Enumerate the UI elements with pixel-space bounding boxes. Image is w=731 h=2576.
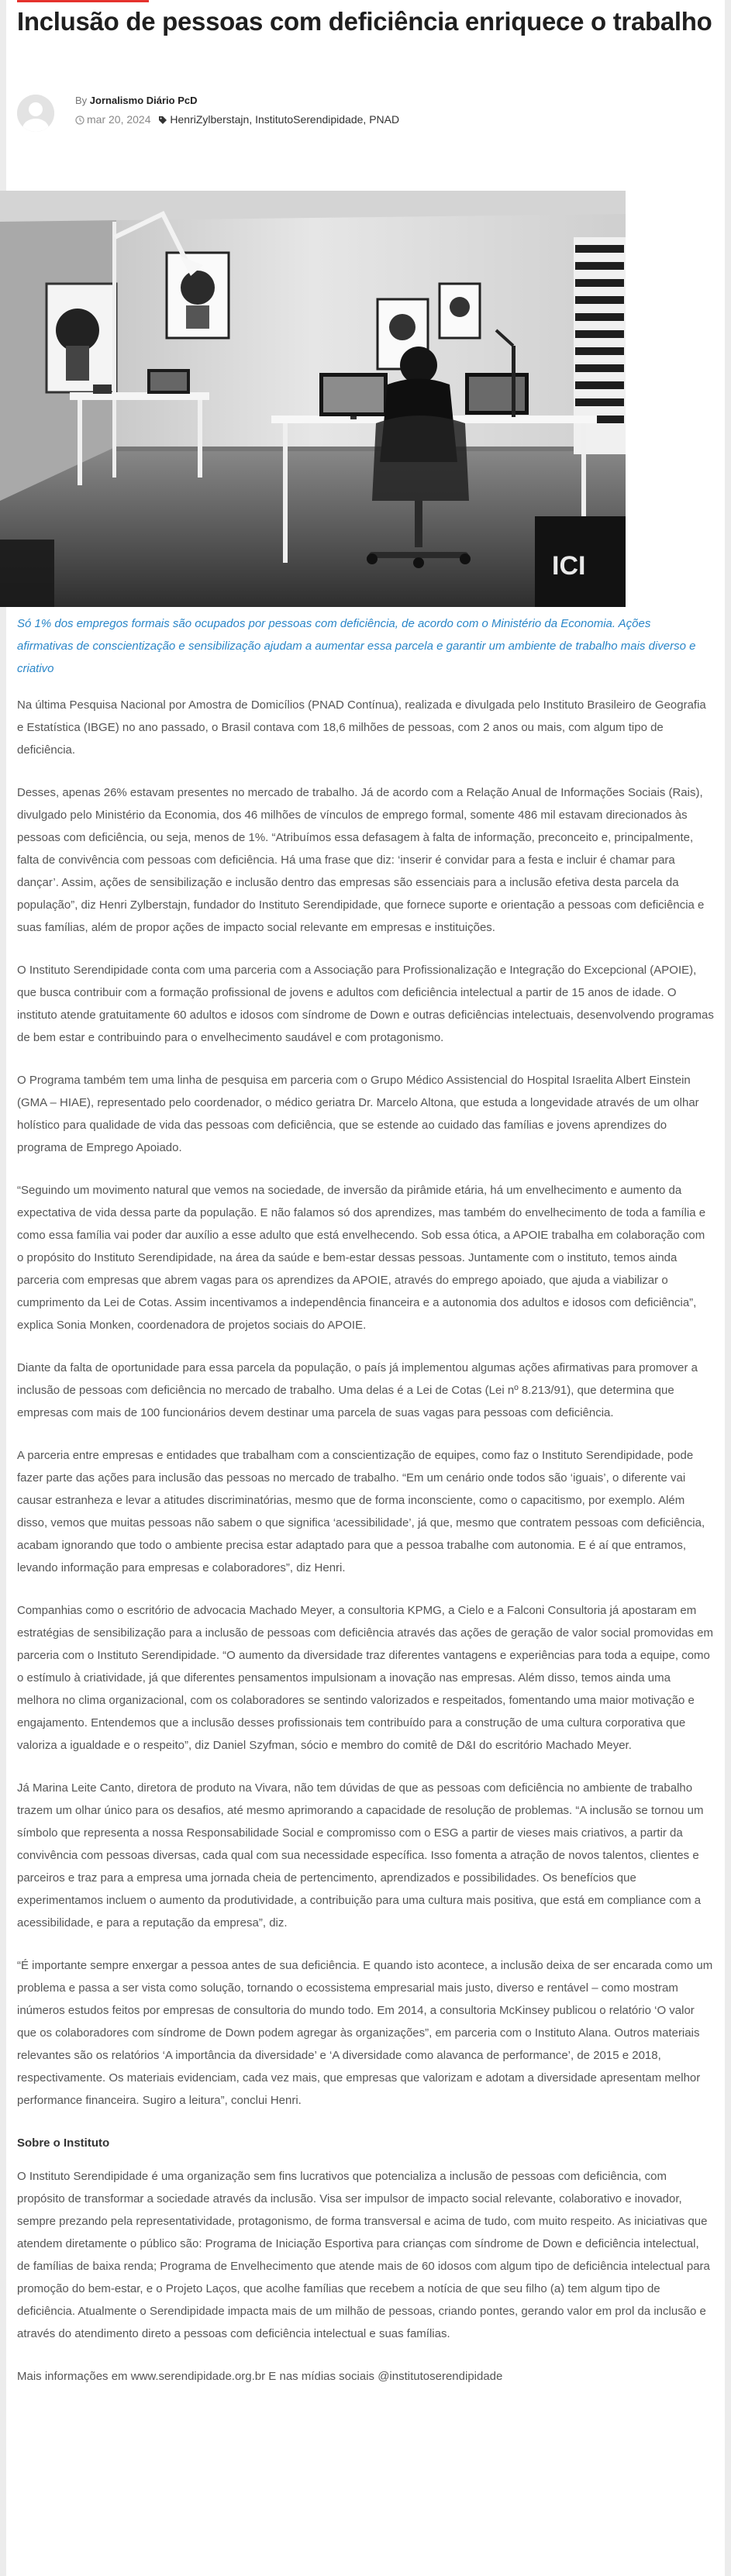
- post-meta: [75, 113, 399, 127]
- svg-text:ICI: ICI: [552, 551, 586, 581]
- post-tags[interactable]: HenriZylberstajn, InstitutoSerendipidade, PNAD: [170, 113, 400, 126]
- author-byline: [75, 95, 198, 106]
- office-illustration: [0, 191, 626, 607]
- author-prefix: By: [75, 95, 88, 106]
- top-accent-bar: [17, 0, 149, 2]
- tag-icon: [158, 115, 167, 127]
- body-paragraph: O Instituto Serendipidade conta com uma parceria com a Associação para Profissionalização e Integração do Excepcional (APOIE), que busca contribuir com a formação profissional de jovens e adultos com deficiência intelectual a partir de 15 anos de idade. O instituto atende gratuitamente 60 adultos e idosos com síndrome de Down e outras deficiências intelectuais, desenvolvendo programas de bem estar e contribuindo para o envelhecimento saudável e com protagonismo.: [17, 964, 714, 1044]
- body-paragraph: A parceria entre empresas e entidades que trabalham com a conscientização de equipes, como faz o Instituto Serendipidade, pode fazer parte das ações para inclusão das pessoas no mercado de trabalho. “Em um cenário onde todos são ‘iguais’, o diferente vai causar estranheza e levar a atitudes discriminatórias, mesmo que de forma inconsciente, como o capacitismo, por exemplo. Além disso, vemos que muitas pessoas não sabem o que significa ‘acessibilidade’, já que, mesmo que contratem pessoas com deficiência, acabam ignorando que todo o ambiente precisa estar adaptado para que a pessoa trabalhe com autonomia. E é aí que entramos, levando informação para empresas e colaboradores”, diz Henri.: [17, 1449, 705, 1574]
- avatar-icon: [17, 95, 54, 132]
- body-paragraph: “Seguindo um movimento natural que vemos na sociedade, de inversão da pirâmide etária, há um envelhecimento e aumento da expectativa de vida dessa parte da população. E não falamos só dos aprendizes, mas também do envelhecimento de toda a família e como essa família vai poder dar auxílio a esse adulto que está envelhecendo. Sob essa ótica, a APOIE trabalha em colaboração com o propósito do Instituto Serendipidade, na área da saúde e bem-estar dessas pessoas. Juntamente com o instituto, temos ainda parceria com empresas que abrem vagas para os aprendizes da APOIE, através do emprego apoiado, que ajuda a viabilizar o cumprimento da Lei de Cotas. Assim incentivamos a independência financeira e a autonomia dos adultos e idosos com deficiência”, explica Sonia Monken, coordenadora de projetos sociais do APOIE.: [17, 1184, 706, 1332]
- body-paragraph: Já Marina Leite Canto, diretora de produto na Vivara, não tem dúvidas de que as pessoas com deficiência no ambiente de trabalho trazem um olhar único para os desafios, até mesmo aprimorando a capacidade de resolução de problemas. “A inclusão se tornou um símbolo que representa a nossa Responsabilidade Social e compromisso com o ESG a partir de vieses mais criativos, a partir da convivência com pessoas diversas, cada qual com sua necessidade específica. Isso fomenta a atração de novos talentos, clientes e parceiros e traz para a empresa uma jornada cheia de pertencimento, aprendizados e possibilidades. Os benefícios que experimentamos incluem o aumento da produtividade, a contribuição para uma cultura mais positiva, que está em compliance com a acessibilidade, e para a reputação da empresa”, diz.: [17, 1781, 704, 1929]
- hero-image: [0, 191, 626, 607]
- article-title: Inclusão de pessoas com deficiência enriquece o trabalho: [17, 7, 712, 36]
- more-info-paragraph: Mais informações em www.serendipidade.org.br E nas mídias sociais @institutoserendipidade: [17, 2370, 503, 2383]
- post-date: mar 20, 2024: [87, 113, 151, 126]
- body-paragraph: “É importante sempre enxergar a pessoa antes de sua deficiência. E quando isto acontece, a inclusão deixa de ser encarada como um problema e passa a ser vista como solução, tornando o ecossistema empresarial mais justo, diverso e rentável – como mostram inúmeros estudos feitos por empresas de consultoria do mundo todo. Em 2014, a consultoria McKinsey publicou o relatório ‘O valor que os colaboradores com síndrome de Down podem agregar às organizações”, em parceria com o Instituto Alana. Outros materiais relevantes são os relatórios ‘A importância da diversidade’ e ‘A diversidade como alavanca de performance’, de 2015 e 2018, respectivamente. Os materiais evidenciam, cada vez mais, que empresas que valorizam e adotam a diversidade apresentam melhor performance financeira. Sugiro a leitura”, conclui Henri.: [17, 1959, 713, 2107]
- author-avatar[interactable]: [17, 95, 54, 132]
- body-paragraph: Diante da falta de oportunidade para essa parcela da população, o país já implementou algumas ações afirmativas para promover a inclusão de pessoas com deficiência no mercado de trabalho. Uma delas é a Lei de Cotas (Lei nº 8.213/91), que determina que empresas com mais de 100 funcionários devem destinar uma parcela de suas vagas para pessoas com deficiência.: [17, 1361, 698, 1419]
- clock-icon: [75, 115, 84, 127]
- author-name[interactable]: Jornalismo Diário PcD: [89, 95, 198, 106]
- body-paragraph: Desses, apenas 26% estavam presentes no mercado de trabalho. Já de acordo com a Relação Anual de Informações Sociais (Rais), divulgado pelo Ministério da Economia, dos 46 milhões de vínculos de emprego formal, somente 486 mil estavam direcionados às pessoas com deficiência, ou seja, menos de 1%. “Atribuímos essa defasagem à falta de informação, preconceito e, principalmente, falta de convivência com pessoas com deficiência. Há uma frase que diz: ‘inserir é convidar para a festa e incluir é chamar para dançar’. Assim, ações de sensibilização e inclusão dentro das empresas são essenciais para a inclusão efetiva desta parcela da população”, diz Henri Zylberstajn, fundador do Instituto Serendipidade, que fornece suporte e orientação a pessoas com deficiência e suas famílias, além de propor ações de impacto social relevante em empresas e instituições.: [17, 786, 705, 934]
- about-paragraph: O Instituto Serendipidade é uma organização sem fins lucrativos que potencializa a inclusão de pessoas com deficiência, com propósito de transformar a sociedade através da inclusão. Visa ser impulsor de impacto social relevante, colaborativo e inovador, sempre prezando pela representatividade, protagonismo, de forma transversal e acima de tudo, com muito respeito. As iniciativas que atendem diretamente o público são: Programa de Iniciação Esportiva para crianças com síndrome de Down e deficiência intelectual, de famílias de baixa renda; Programa de Envelhecimento que atende mais de 60 idosos com algum tipo de deficiência intelectual para promoção do bem-estar, e o Projeto Laços, que acolhe famílias que recebem a notícia de que seu filho (a) tem algum tipo de deficiência. Atualmente o Serendipidade impacta mais de um milhão de pessoas, criando pontes, gerando valor em prol da inclusão e através do atendimento direto a pessoas com deficiência intelectual e suas famílias.: [17, 2170, 710, 2340]
- body-paragraph: Na última Pesquisa Nacional por Amostra de Domicílios (PNAD Contínua), realizada e divulgada pelo Instituto Brasileiro de Geografia e Estatística (IBGE) no ano passado, o Brasil contava com 18,6 milhões de pessoas, com 2 anos ou mais, com algum tipo de deficiência.: [17, 698, 706, 757]
- article-body: [17, 694, 714, 2408]
- image-caption: Só 1% dos empregos formais são ocupados por pessoas com deficiência, de acordo com o Ministério da Economia. Ações afirmativas de conscientização e sensibilização ajudam a aumentar essa parcela e garantir um ambiente de trabalho mais diverso e criativo: [17, 617, 696, 675]
- body-paragraph: O Programa também tem uma linha de pesquisa em parceria com o Grupo Médico Assistencial do Hospital Israelita Albert Einstein (GMA – HIAE), representado pelo coordenador, o médico geriatra Dr. Marcelo Altona, que estuda a longevidade através de um olhar holístico para qualidade de vida das pessoas com deficiência, que se estende ao cuidado das famílias e jovens aprendizes do programa de Emprego Apoiado.: [17, 1074, 699, 1154]
- body-paragraph: Companhias como o escritório de advocacia Machado Meyer, a consultoria KPMG, a Cielo e a Falconi Consultoria já apostaram em estratégias de sensibilização para a inclusão de pessoas com deficiência através das ações de geração de valor social promovidas em parceria com o Instituto Serendipidade. “O aumento da diversidade traz diferentes vantagens e experiências para toda a equipe, como o estímulo à criatividade, já que diferentes pensamentos impulsionam a inovação nas empresas. Além disso, temos ainda uma melhora no clima organizacional, com os colaboradores se sentindo valorizados e respeitados, fomentando uma maior motivação e engajamento. Entendemos que a inclusão desses profissionais tem contribuído para a construção de uma cultura corporativa que valoriza a igualdade e o respeito”, diz Daniel Szyfman, sócio e membro do comitê de D&I do escritório Machado Meyer.: [17, 1604, 714, 1752]
- about-heading: Sobre o Instituto: [17, 2136, 110, 2150]
